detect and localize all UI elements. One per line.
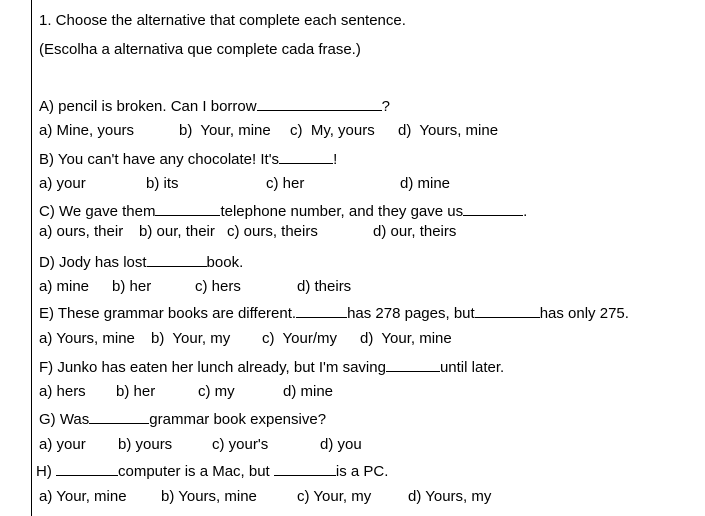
answer-blank[interactable] [155,201,220,216]
options-e [39,330,452,348]
instruction-translation: (Escolha a alternativa que complete cada frase.) [39,41,361,58]
option[interactable]: d) Your, mine [360,330,452,347]
options-d [39,278,351,296]
option[interactable]: b) her [116,383,156,400]
option[interactable]: b) her [112,278,152,295]
option[interactable]: c) Your, my [297,488,372,505]
option[interactable]: d) theirs [297,278,352,295]
question-b: B) You can't have any chocolate! It's ! [39,151,338,168]
option[interactable]: c) my [198,383,235,400]
option[interactable]: b) its [146,175,179,192]
option[interactable]: c) ours, theirs [227,223,318,240]
question-h: H) computer is a Mac, but is a PC. [36,463,389,480]
question-a: A) pencil is broken. Can I borrow ? [39,98,390,115]
answer-blank[interactable] [475,303,540,318]
answer-blank[interactable] [147,252,207,267]
option[interactable]: d) our, theirs [373,223,457,240]
options-h [39,488,491,506]
option[interactable]: b) Yours, mine [161,488,257,505]
option[interactable]: d) mine [400,175,451,192]
option[interactable]: c) her [266,175,305,192]
options-a [39,122,498,140]
option[interactable]: b) Your, my [151,330,231,347]
option[interactable]: a) Yours, mine [39,330,135,347]
option[interactable]: a) Your, mine [39,488,127,505]
option[interactable]: d) Yours, mine [398,122,499,139]
answer-blank[interactable] [386,357,440,372]
option[interactable]: c) Your/my [262,330,338,347]
option[interactable]: a) ours, their [39,223,124,240]
option[interactable]: c) My, yours [290,122,375,139]
answer-blank[interactable] [463,201,523,216]
question-g: G) Was grammar book expensive? [39,411,327,428]
answer-blank[interactable] [274,461,336,476]
answer-blank[interactable] [56,461,118,476]
option[interactable]: b) our, their [139,223,215,240]
options-f [39,383,333,401]
question-e: E) These grammar books are different. has 278 pages, but has only 275. [39,305,629,322]
answer-blank[interactable] [296,303,347,318]
option[interactable]: d) Yours, my [408,488,492,505]
question-c: C) We gave them telephone number, and they gave us . [39,203,528,220]
option[interactable]: d) you [320,436,362,453]
option[interactable]: a) mine [39,278,90,295]
question-d: D) Jody has lost book. [39,254,244,271]
option[interactable]: a) Mine, yours [39,122,135,139]
option[interactable]: a) hers [39,383,86,400]
answer-blank[interactable] [257,96,382,111]
left-margin-rule [31,0,32,516]
instruction-text: 1. Choose the alternative that complete each sentence. [39,12,406,29]
options-g [39,436,362,454]
option[interactable]: c) your's [212,436,269,453]
option[interactable]: d) mine [283,383,334,400]
option[interactable]: a) your [39,436,86,453]
option[interactable]: a) your [39,175,86,192]
option[interactable]: b) Your, mine [179,122,271,139]
options-c [39,223,456,241]
answer-blank[interactable] [279,149,333,164]
options-b [39,175,450,193]
option[interactable]: c) hers [195,278,241,295]
option[interactable]: b) yours [118,436,173,453]
question-f: F) Junko has eaten her lunch already, but I'm saving until later. [39,359,505,376]
answer-blank[interactable] [89,409,149,424]
